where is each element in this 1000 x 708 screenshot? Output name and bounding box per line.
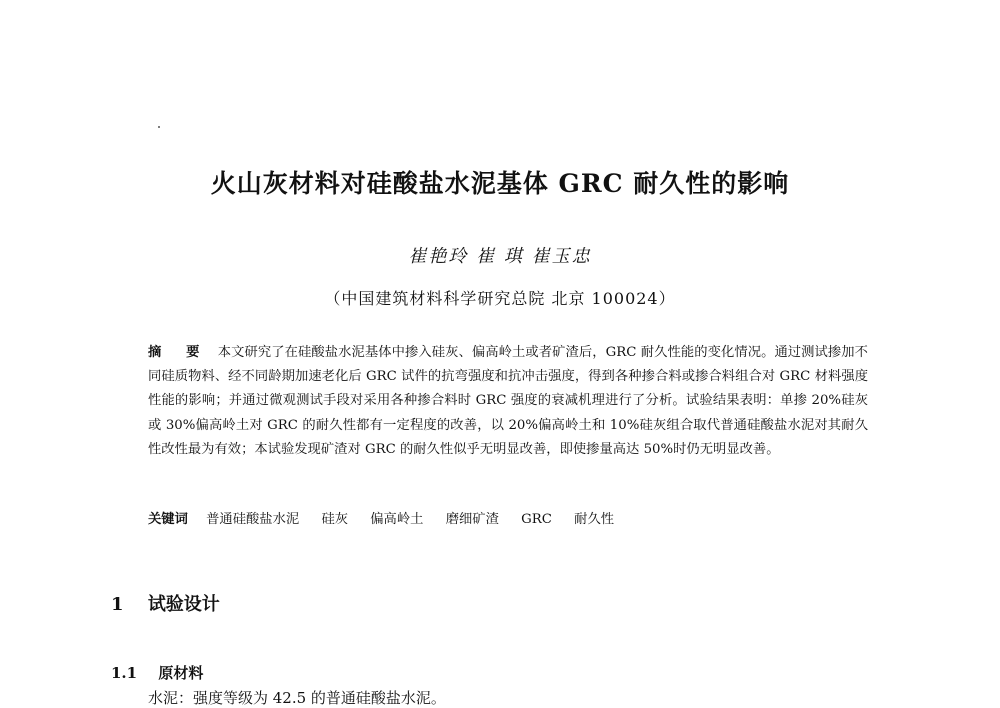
keyword-item: 偏高岭土	[370, 512, 424, 527]
paper-affiliation: （中国建筑材料科学研究总院 北京 100024）	[324, 289, 676, 308]
scan-speck	[158, 126, 160, 128]
keyword-item: 普通硅酸盐水泥	[206, 512, 300, 527]
abstract-block	[148, 341, 868, 462]
keywords-label: 关键词	[148, 512, 188, 527]
keyword-item: GRC	[521, 512, 552, 527]
section-heading	[111, 590, 220, 616]
paper-authors: 崔艳玲 崔 琪 崔玉忠	[408, 246, 592, 267]
keyword-item: 硅灰	[321, 512, 349, 527]
keyword-item: 耐久性	[574, 512, 615, 527]
body-text-line: 水泥：强度等级为 42.5 的普通硅酸盐水泥。	[148, 689, 446, 707]
abstract-text: 本文研究了在硅酸盐水泥基体中掺入硅灰、偏高岭土或者矿渣后，GRC 耐久性能的变化情况。通过测试掺加不同硅质物料、经不同龄期加速老化后 GRC 试件的抗弯强度和抗冲击强度，得到各种掺合料或掺合料组合对 GRC 材料强度性能的影响；并通过微观测试手段对采用各种掺合料时 GRC 强度的衰减机理进行了分析。试验结果表明：单掺 20%硅灰或 30%偏高岭土对 GRC 的耐久性都有一定程度的改善，以 20%偏高岭土和 10%硅灰组合取代普通硅酸盐水泥对其耐久性改性最为有效；本试验发现矿渣对 GRC 的耐久性似乎无明显改善，即使掺量高达 50%时仍无明显改善。	[148, 345, 868, 457]
subsection-title: 原材料	[158, 664, 204, 682]
subsection-number: 1.1	[111, 664, 138, 682]
keyword-item: 磨细矿渣	[445, 512, 499, 527]
subsection-heading	[111, 662, 203, 683]
paper-title: 火山灰材料对硅酸盐水泥基体 GRC 耐久性的影响	[210, 169, 790, 198]
section-title: 试验设计	[147, 594, 220, 615]
keywords-block	[148, 508, 868, 532]
section-number: 1	[111, 594, 124, 615]
abstract-label: 摘 要	[148, 345, 210, 360]
